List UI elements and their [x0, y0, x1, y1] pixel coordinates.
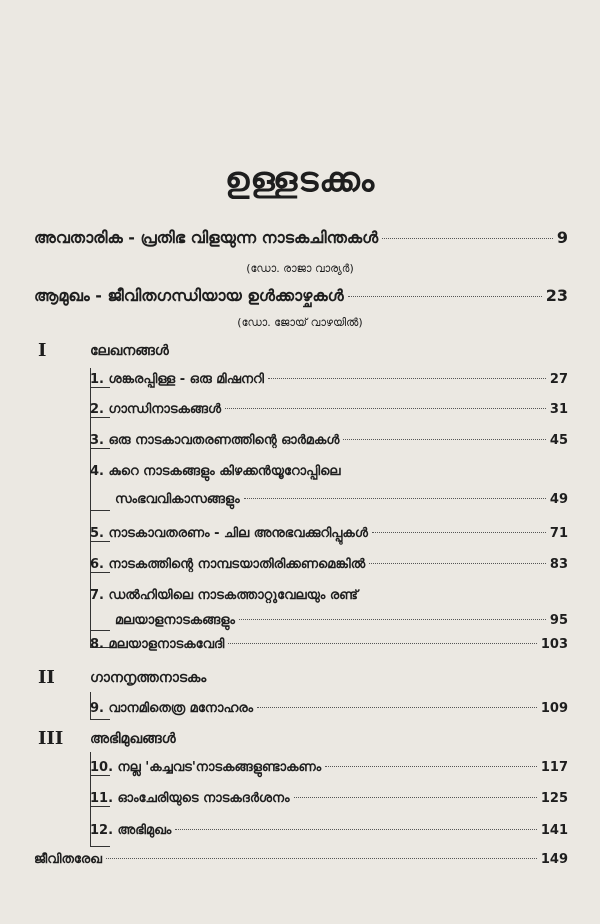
- entry-page: 109: [540, 701, 568, 716]
- leader-dots: [228, 643, 537, 644]
- bracket-tick: [90, 775, 110, 776]
- page-title: ഉള്ളടക്കം: [224, 160, 376, 200]
- entry-page: 9: [556, 228, 568, 247]
- bracket-tick: [90, 448, 110, 449]
- entry-page: 71: [549, 526, 568, 541]
- entry-label: 7. ഡൽഹിയിലെ നാടകത്താറ്റുവേലയും രണ്ട്: [90, 588, 358, 603]
- leader-dots: [294, 797, 537, 798]
- entry-page: 45: [549, 433, 568, 448]
- toc-entry-continuation: [115, 613, 568, 628]
- entry-label: 12. അഭിമുഖം: [90, 823, 172, 838]
- section-numeral: I: [38, 340, 47, 361]
- entry-page: 83: [549, 557, 568, 572]
- entry-label: 3. ഒരു നാടകാവതരണത്തിന്റെ ഓർമകൾ: [90, 433, 340, 448]
- bracket-tick: [90, 541, 110, 542]
- toc-entry: [90, 701, 568, 716]
- entry-label: 11. ഓംചേരിയുടെ നാടകദർശനം: [90, 791, 290, 806]
- leader-dots: [106, 858, 537, 859]
- entry-label: 5. നാടകാവതരണം - ചില അനുഭവക്കുറിപ്പുകൾ: [90, 526, 368, 541]
- entry-label: ജീവിതരേഖ: [34, 852, 102, 867]
- bracket-tick: [90, 417, 110, 418]
- toc-entry: [90, 402, 568, 417]
- entry-label: 6. നാടകത്തിന്റെ നാമ്പടയാതിരിക്കണമെങ്കിൽ: [90, 557, 366, 572]
- section-numeral: II: [38, 667, 55, 688]
- entry-page: 23: [545, 286, 568, 305]
- toc-entry: [90, 433, 568, 448]
- section-heading: ലേഖനങ്ങൾ: [90, 343, 169, 359]
- section-heading: അഭിമുഖങ്ങൾ: [90, 731, 176, 747]
- bracket-tick: [90, 572, 110, 573]
- leader-dots: [372, 532, 546, 533]
- entry-page: 125: [540, 791, 568, 806]
- toc-entry-preface: [34, 286, 568, 306]
- entry-page: 95: [549, 613, 568, 628]
- entry-label: 8. മലയാളനാടകവേദി: [90, 637, 225, 652]
- entry-label: 1. ശങ്കരപ്പിള്ള - ഒരു മിഷനറി: [90, 372, 264, 387]
- toc-entry: [90, 557, 568, 572]
- bracket-tick: [90, 719, 110, 720]
- leader-dots: [369, 563, 546, 564]
- toc-entry: [90, 637, 568, 652]
- leader-dots: [225, 408, 546, 409]
- bracket-tick: [90, 806, 110, 807]
- entry-label: 4. കുറെ നാടകങ്ങളും കിഴക്കൻയൂറോപ്പിലെ: [90, 464, 341, 479]
- entry-page: 49: [549, 492, 568, 507]
- entry-label: 9. വാനമിതെത്ര മനോഹരം: [90, 701, 254, 716]
- entry-page: 103: [540, 637, 568, 652]
- leader-dots: [343, 439, 545, 440]
- entry-label: സംഭവവികാസങ്ങളും: [115, 492, 240, 507]
- entry-page: 27: [549, 372, 568, 387]
- entry-label: മലയാളനാടകങ്ങളും: [115, 613, 235, 628]
- entry-label: 2. ഗാന്ധിനാടകങ്ങൾ: [90, 402, 222, 417]
- toc-entry: [90, 823, 568, 838]
- leader-dots: [257, 707, 537, 708]
- entry-page: 31: [549, 402, 568, 417]
- toc-entry: [90, 526, 568, 541]
- toc-entry-foreword: [34, 228, 568, 248]
- toc-entry: [90, 464, 568, 479]
- toc-entry: [90, 372, 568, 387]
- leader-dots: [244, 498, 546, 499]
- section-heading: ഗാനനൃത്തനാടകം: [90, 670, 207, 686]
- leader-dots: [175, 829, 537, 830]
- leader-dots: [348, 296, 542, 297]
- toc-entry-continuation: [115, 492, 568, 507]
- bracket-tick: [90, 846, 110, 847]
- bracket-tick: [90, 510, 110, 511]
- leader-dots: [325, 766, 537, 767]
- entry-page: 141: [540, 823, 568, 838]
- toc-entry-biography: [34, 852, 568, 867]
- bracket-tick: [90, 387, 110, 388]
- leader-dots: [239, 619, 546, 620]
- entry-page: 149: [540, 852, 568, 867]
- entry-label: അവതാരിക - പ്രതിഭ വിളയുന്ന നാടകചിന്തകൾ: [34, 228, 379, 247]
- entry-page: 117: [540, 760, 568, 775]
- section-numeral: III: [38, 728, 64, 749]
- toc-entry: [90, 760, 568, 775]
- bracket-tick: [90, 630, 110, 631]
- preface-author: (ഡോ. ജോയ് വാഴയിൽ): [237, 316, 363, 329]
- toc-entry: [90, 588, 568, 603]
- leader-dots: [268, 378, 546, 379]
- leader-dots: [382, 238, 553, 239]
- toc-entry: [90, 791, 568, 806]
- entry-label: ആമുഖം - ജീവിതഗന്ധിയായ ഉൾക്കാഴ്ചകൾ: [34, 286, 344, 305]
- foreword-author: (ഡോ. രാജാ വാര്യർ): [246, 262, 354, 275]
- entry-label: 10. നല്ല 'കച്ചവട'നാടകങ്ങളുണ്ടാകണം: [90, 760, 322, 775]
